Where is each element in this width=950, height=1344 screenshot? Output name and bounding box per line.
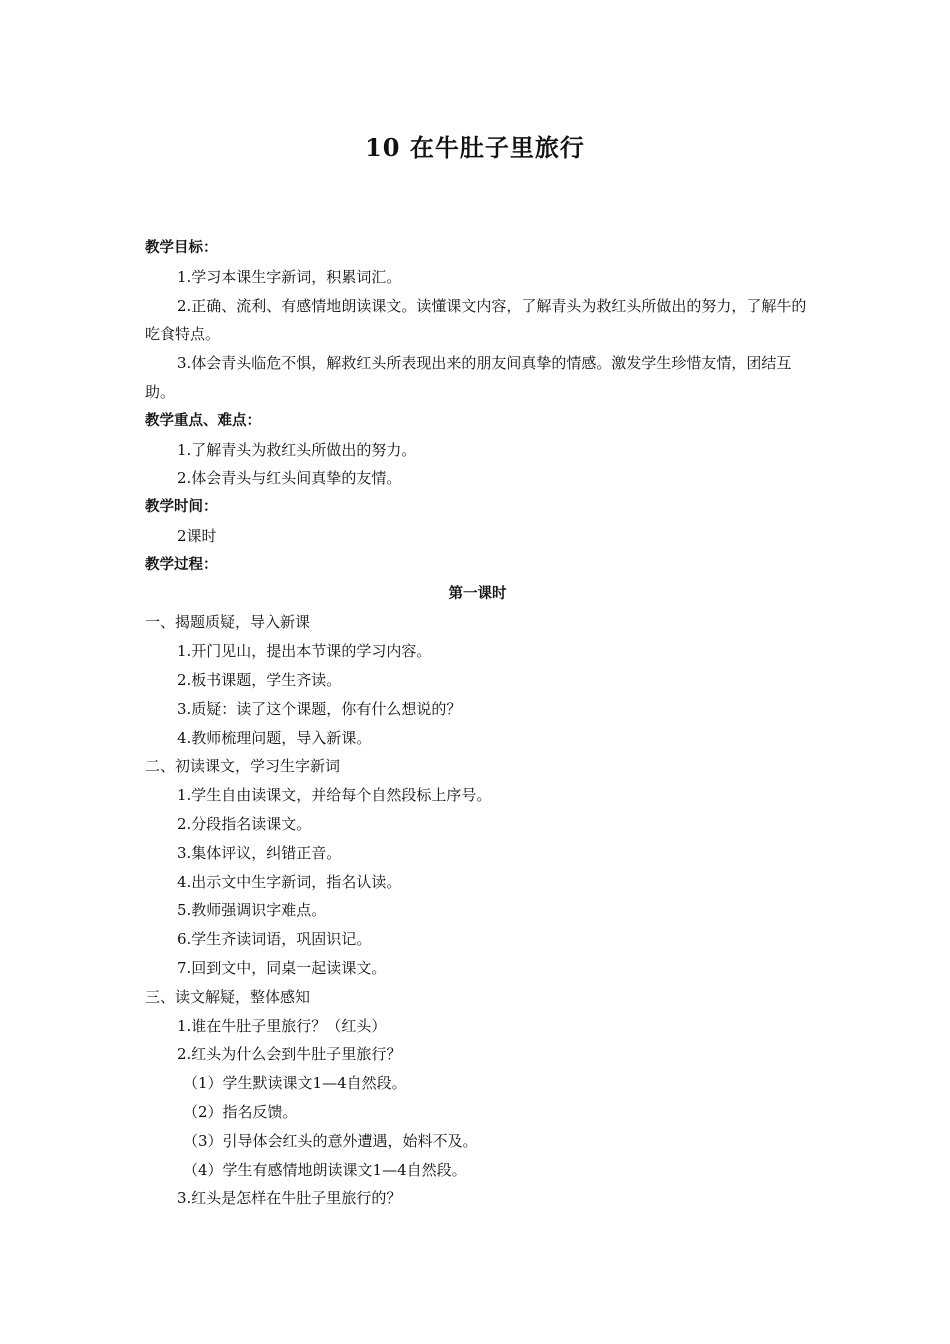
step-item: 1.开门见山，提出本节课的学习内容。 xyxy=(177,642,432,661)
step-item: 2.板书课题，学生齐读。 xyxy=(177,670,342,689)
section-title: 三、读文解疑，整体感知 xyxy=(145,987,311,1006)
step-item: 7.回到文中，同桌一起读课文。 xyxy=(177,958,387,977)
step-item: 3.集体评议，纠错正音。 xyxy=(177,843,342,862)
sub-step-item: （2）指名反馈。 xyxy=(183,1102,298,1121)
process-heading: 教学过程： xyxy=(145,556,218,573)
time-heading: 教学时间： xyxy=(145,499,218,516)
lesson-title: 第一课时 xyxy=(448,585,507,602)
sub-step-item: （3）引导体会红头的意外遭遇，始料不及。 xyxy=(183,1131,478,1150)
section-title: 一、揭题质疑，导入新课 xyxy=(145,613,311,632)
section-title: 二、初读课文，学习生字新词 xyxy=(145,757,341,776)
page-title: 10 在牛肚子里旅行 xyxy=(365,133,585,162)
objective-item: 2.正确、流利、有感情地朗读课文。读懂课文内容，了解青头为救红头所做出的努力，了解牛的吃食特点。 xyxy=(145,296,807,344)
sub-step-item: （1）学生默读课文1—4自然段。 xyxy=(183,1074,407,1093)
step-item: 3.红头是怎样在牛肚子里旅行的？ xyxy=(177,1189,402,1208)
step-item: 1.谁在牛肚子里旅行？（红头） xyxy=(177,1016,387,1035)
step-item: 2.红头为什么会到牛肚子里旅行？ xyxy=(177,1045,402,1064)
objectives-heading: 教学目标： xyxy=(145,240,218,256)
step-item: 1.学生自由读课文，并给每个自然段标上序号。 xyxy=(177,786,492,805)
key-points-heading: 教学重点、难点： xyxy=(145,412,261,429)
step-item: 2.分段指名读课文。 xyxy=(177,814,312,833)
time-value: 2课时 xyxy=(177,526,217,545)
sub-step-item: （4）学生有感情地朗读课文1—4自然段。 xyxy=(183,1160,467,1179)
key-point-item: 1.了解青头为救红头所做出的努力。 xyxy=(177,440,417,459)
step-item: 6.学生齐读词语，巩固识记。 xyxy=(177,930,372,949)
step-item: 5.教师强调识字难点。 xyxy=(177,901,327,920)
objective-item: 3.体会青头临危不惧，解救红头所表现出来的朋友间真挚的情感。激发学生珍惜友情，团结互助。 xyxy=(145,354,792,401)
step-item: 3.质疑：读了这个课题，你有什么想说的？ xyxy=(177,699,462,718)
step-item: 4.教师梳理问题，导入新课。 xyxy=(177,728,372,747)
objective-item: 1.学习本课生字新词，积累词汇。 xyxy=(177,267,402,286)
key-point-item: 2.体会青头与红头间真挚的友情。 xyxy=(177,469,402,488)
document-body xyxy=(145,234,810,1213)
step-item: 4.出示文中生字新词，指名认读。 xyxy=(177,872,402,891)
